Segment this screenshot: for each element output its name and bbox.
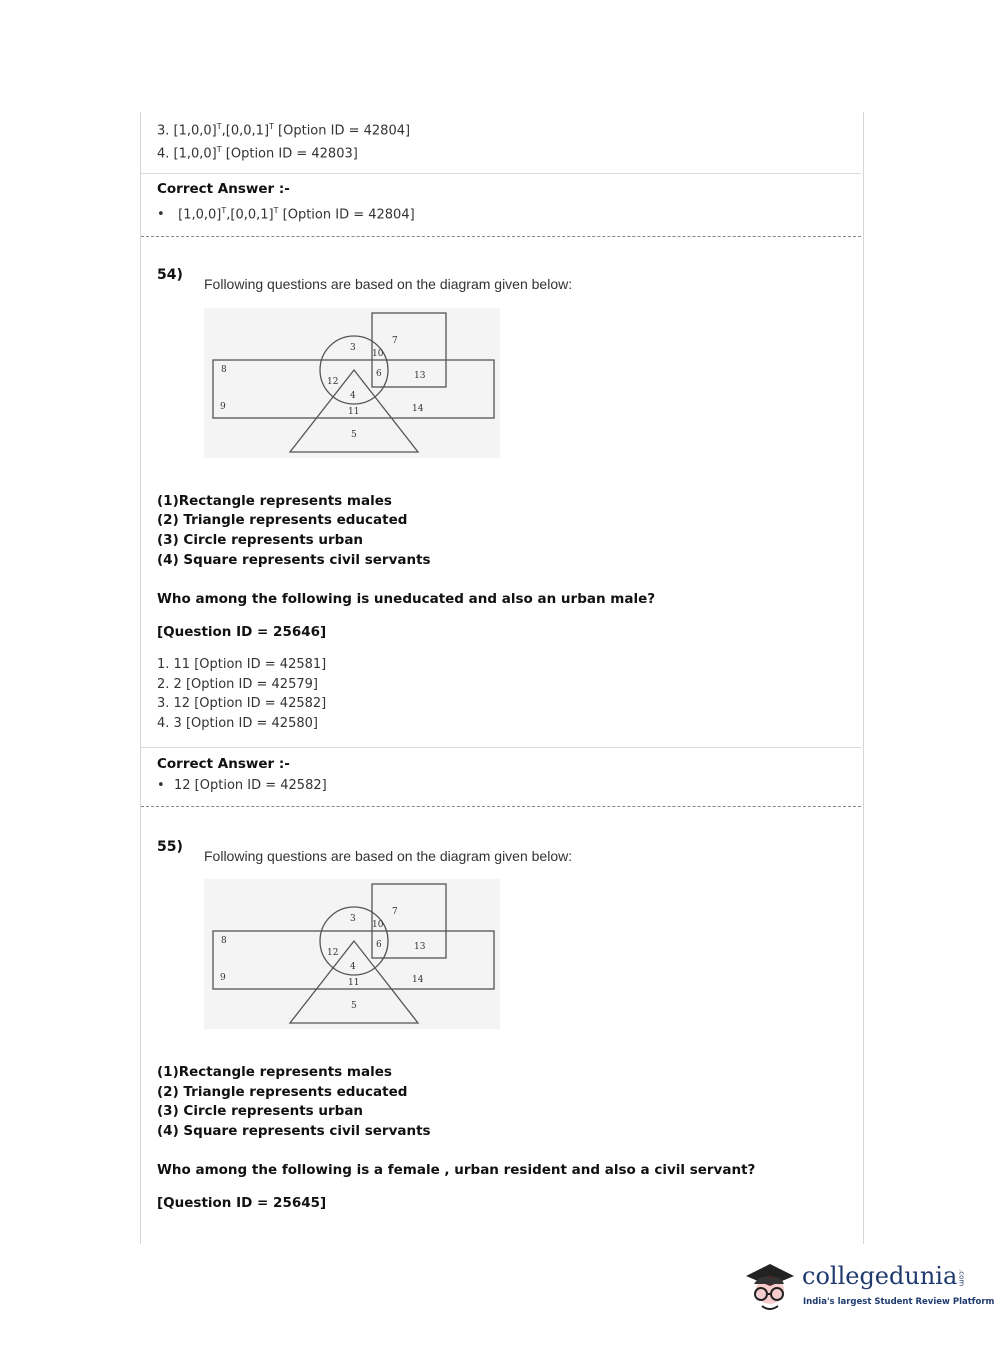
label-13: 13 <box>414 942 426 952</box>
label-3: 3 <box>350 343 356 353</box>
label-5: 5 <box>351 1001 357 1011</box>
label-5: 5 <box>351 430 357 440</box>
question-text: Who among the following is uneducated and also an urban male? <box>157 591 656 607</box>
label-7: 7 <box>392 336 398 346</box>
label-10: 10 <box>372 920 384 930</box>
question-text: Who among the following is a female , urban resident and also a civil servant? <box>157 1162 756 1178</box>
logo-wordmark: collegedunia.com <box>802 1262 966 1290</box>
legend-circle: (3) Circle represents urban <box>157 532 364 548</box>
label-11: 11 <box>348 978 360 988</box>
label-13: 13 <box>414 371 426 381</box>
label-3: 3 <box>350 914 356 924</box>
question-number: 55) <box>157 839 183 855</box>
question-separator <box>141 806 861 807</box>
question-id: [Question ID = 25646] <box>157 624 327 640</box>
logo-tagline: India's largest Student Review Platform <box>803 1297 995 1307</box>
label-7: 7 <box>392 907 398 917</box>
question-number: 54) <box>157 267 183 283</box>
question-separator <box>141 236 861 237</box>
correct-answer-label: Correct Answer :- <box>157 181 290 197</box>
option-4: 4. 3 [Option ID = 42580] <box>157 716 318 731</box>
legend-square: (4) Square represents civil servants <box>157 1123 431 1139</box>
legend-square: (4) Square represents civil servants <box>157 552 431 568</box>
label-12: 12 <box>327 948 339 958</box>
label-14: 14 <box>412 404 424 414</box>
venn-diagram <box>204 879 500 1029</box>
correct-answer: • 12 [Option ID = 42582] <box>157 778 327 793</box>
option-4: 4. $[1,0,0]^T$ [Option ID = 42803] <box>157 145 358 162</box>
correct-answer-label: Correct Answer :- <box>157 756 290 772</box>
venn-diagram <box>204 308 500 458</box>
legend-rectangle: (1)Rectangle represents males <box>157 1064 392 1080</box>
label-11: 11 <box>348 407 360 417</box>
option-3: 3. $[1,0,0]^T,[0,0,1]^T$ [Option ID = 42804] <box>157 122 411 139</box>
question-lead: Following questions are based on the diagram given below: <box>204 276 573 292</box>
divider <box>141 747 861 748</box>
question-id: [Question ID = 25645] <box>157 1195 327 1211</box>
label-14: 14 <box>412 975 424 985</box>
label-8: 8 <box>221 936 227 946</box>
label-4: 4 <box>350 391 356 401</box>
legend-triangle: (2) Triangle represents educated <box>157 1084 408 1100</box>
legend-rectangle: (1)Rectangle represents males <box>157 493 392 509</box>
correct-answer: • $[1,0,0]^T,[0,0,1]^T$ [Option ID = 42804] <box>157 206 415 222</box>
divider <box>141 173 861 174</box>
label-6: 6 <box>376 940 382 950</box>
label-8: 8 <box>221 365 227 375</box>
label-4: 4 <box>350 962 356 972</box>
label-9: 9 <box>220 402 226 412</box>
option-3: 3. 12 [Option ID = 42582] <box>157 696 327 711</box>
question-lead: Following questions are based on the diagram given below: <box>204 848 573 864</box>
label-9: 9 <box>220 973 226 983</box>
option-1: 1. 11 [Option ID = 42581] <box>157 657 327 672</box>
option-2: 2. 2 [Option ID = 42579] <box>157 677 318 692</box>
legend-triangle: (2) Triangle represents educated <box>157 512 408 528</box>
label-12: 12 <box>327 377 339 387</box>
label-6: 6 <box>376 369 382 379</box>
label-10: 10 <box>372 349 384 359</box>
legend-circle: (3) Circle represents urban <box>157 1103 364 1119</box>
